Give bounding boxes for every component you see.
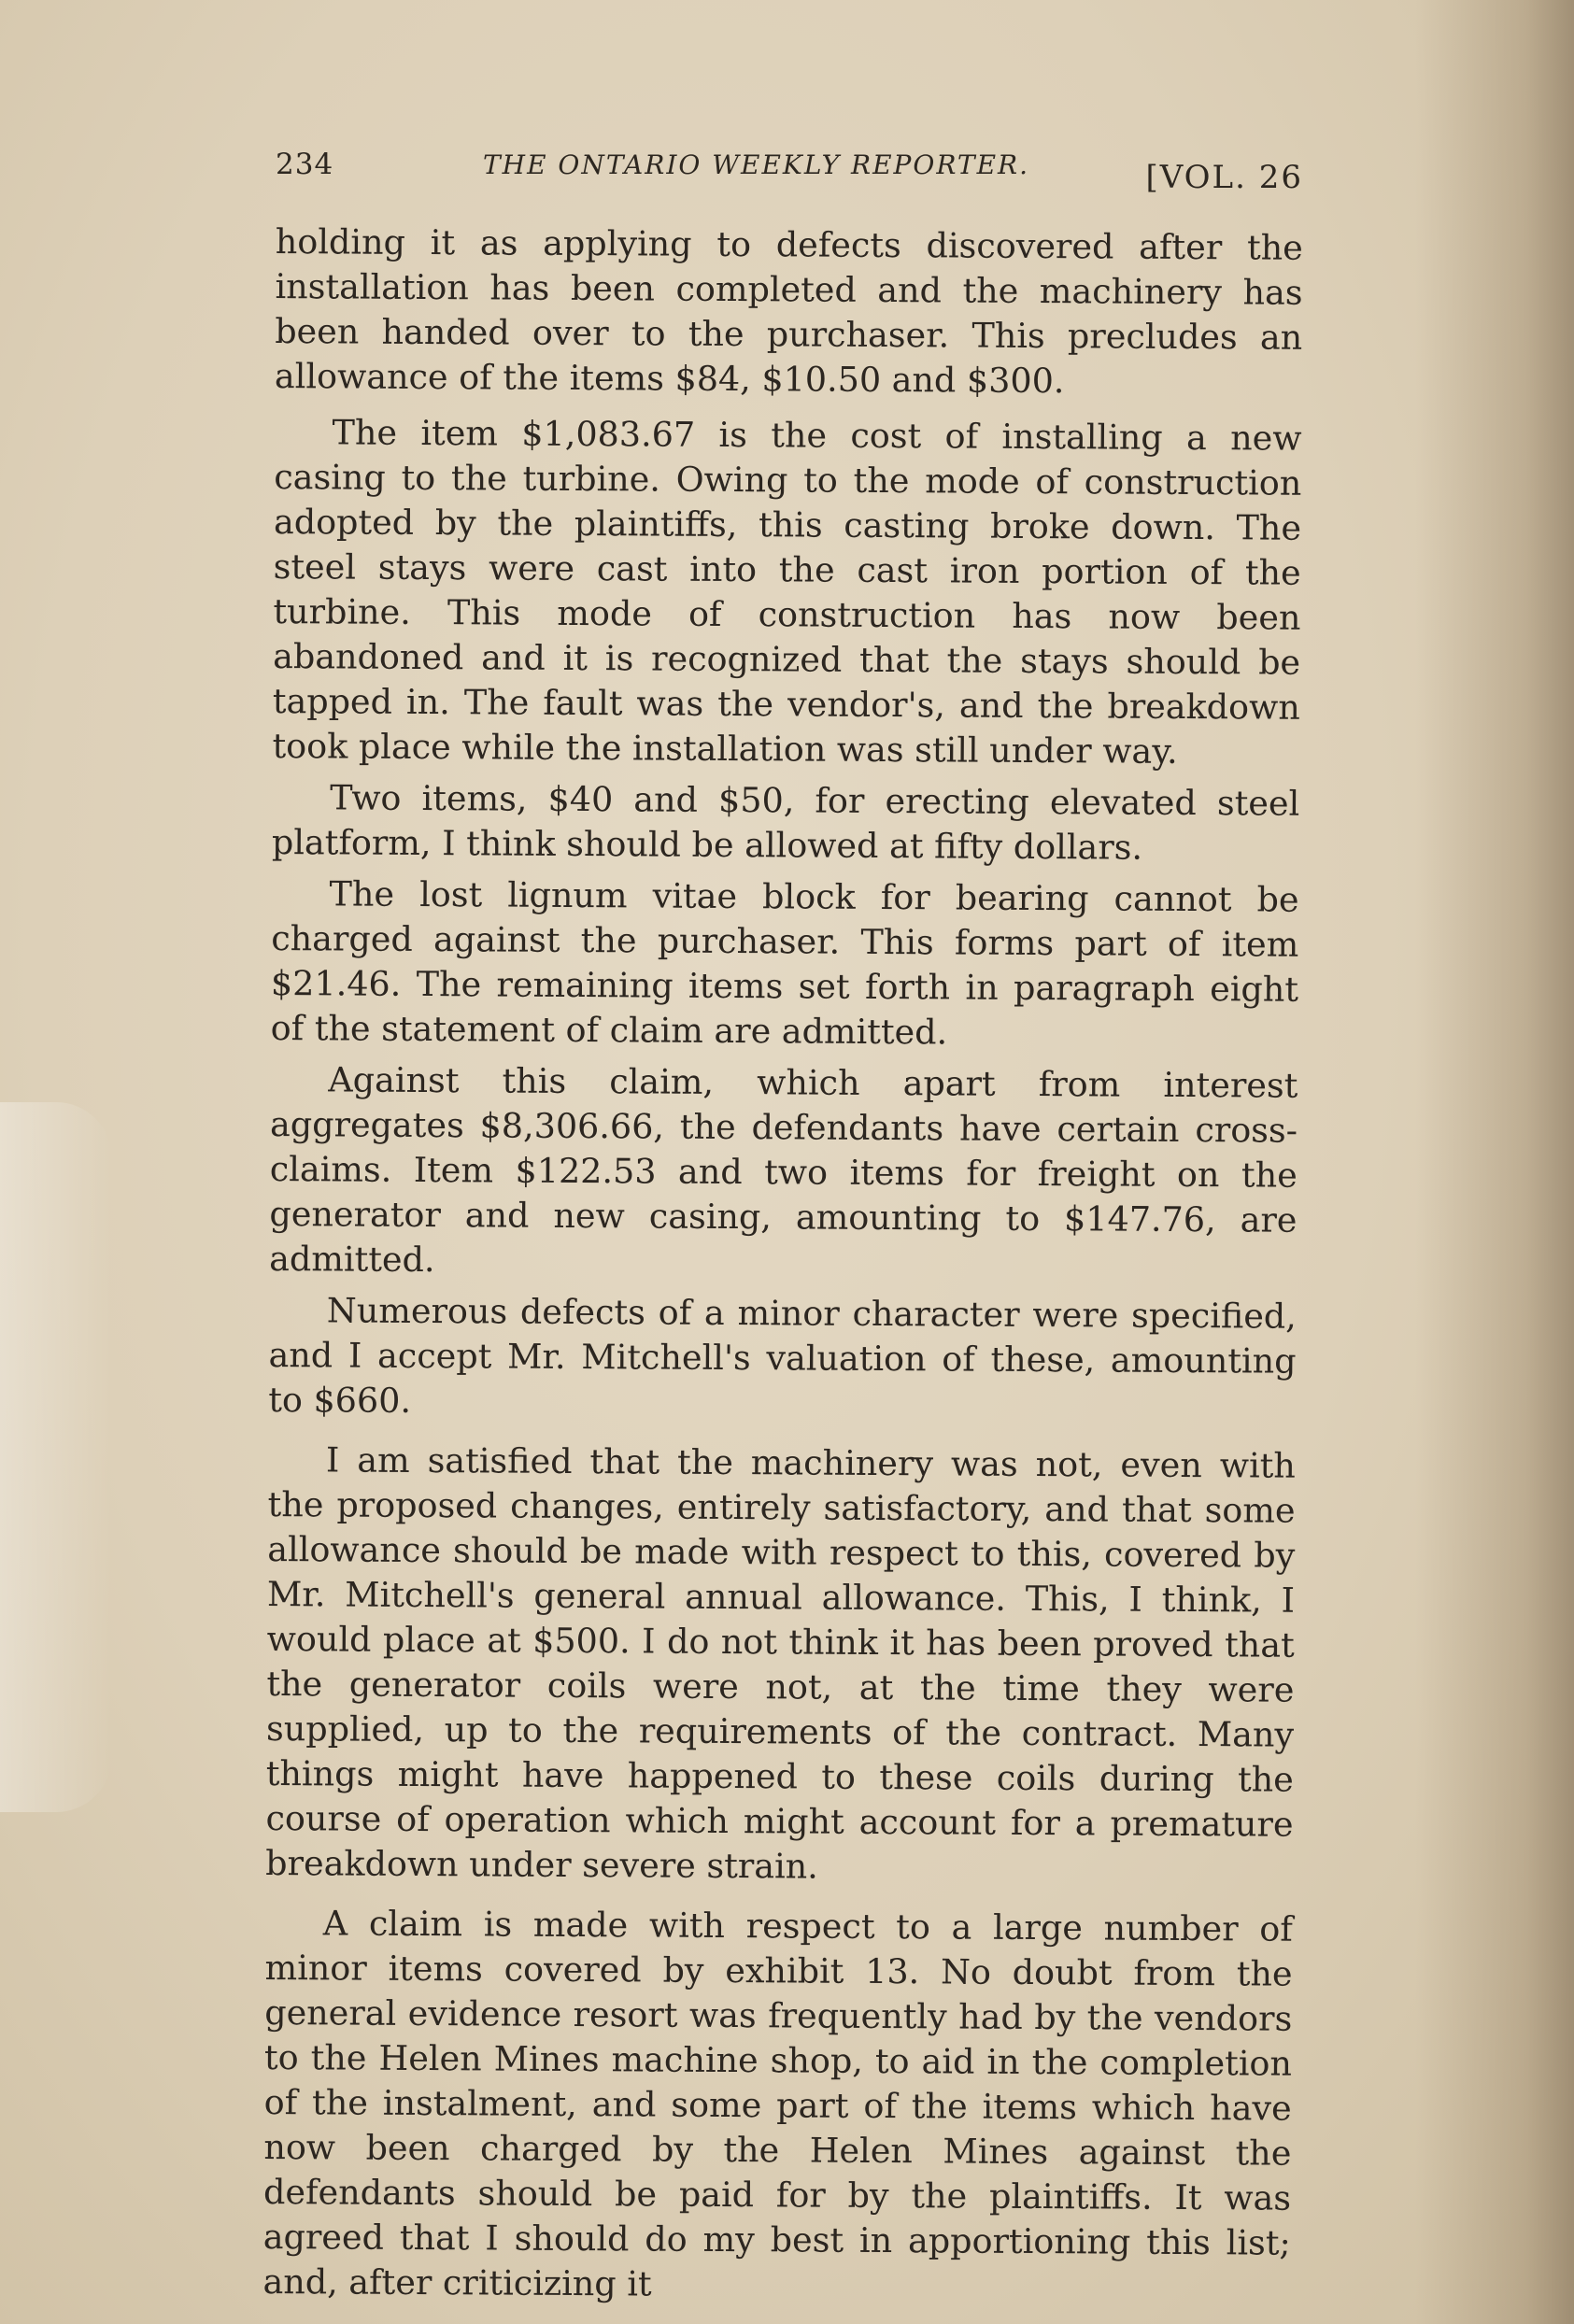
paragraph: I am satisfied that the machinery was not, even with the proposed changes, entirely satisfactory, and that some allowance should be made with respect to this, covered by Mr. Mitchell's general annual allowance. This, I think, I would place at $500. I do not think it has been proved that the generator coils were not, at the time they were supplied, up to the requirements of the contract. Many things might have happened to these coils during the course of operation which might account for a premature breakdown under severe strain. [265,1439,1297,1887]
binding-shadow [1415,0,1574,2324]
volume-label: [VOL. 26 [1145,159,1303,196]
page-header [276,140,1303,196]
page-number: 234 [276,148,334,181]
paragraph: Numerous defects of a minor character were specified, and I accept Mr. Mitchell's valuation of these, amounting to $660. [268,1290,1297,1421]
paragraph: A claim is made with respect to a large number of minor items covered by exhibit 13. No doubt from the general evidence resort was frequently had by the vendors to the Helen Mines machine shop, to aid in the completion of the instalment, and some part of the items which have now been charged by the Helen Mines against the defendants should be paid for by the plaintiffs. It was agreed that I should do my best in apportioning this list; and, after criticizing it [262,1903,1293,2304]
page-stain [0,1102,112,1812]
paragraph: The lost lignum vitae block for bearing cannot be charged against the purchaser. This forms part of item $21.46. The remaining items set forth in paragraph eight of the statement of claim are admitted. [270,873,1299,1053]
paragraph: holding it as applying to defects discovered after the installation has been completed and the machinery has been handed over to the purchaser. This precludes an allowance of the items $84, $10.50 and $300. [274,220,1303,402]
paragraph: Against this claim, which apart from interest aggregates $8,306.66, the defendants have certain cross-claims. Item $122.53 and two items for freight on the generator and new casing, amounting to $147.76, are admitted. [269,1059,1298,1281]
body-text [262,220,1303,2317]
paragraph: Two items, $40 and $50, for erecting elevated steel platform, I think should be allowed at fifty dollars. [271,777,1300,868]
paragraph: The item $1,083.67 is the cost of installing a new casing to the turbine. Owing to the mode of construction adopted by the plaintiffs, this casting broke down. The steel stays were cast into the cast iron portion of the turbine. This mode of construction has now been abandoned and it is recognized that the stays should be tapped in. The fault was the vendor's, and the breakdown took place while the installation was still under way. [272,412,1302,772]
running-title: THE ONTARIO WEEKLY REPORTER. [483,149,1030,180]
